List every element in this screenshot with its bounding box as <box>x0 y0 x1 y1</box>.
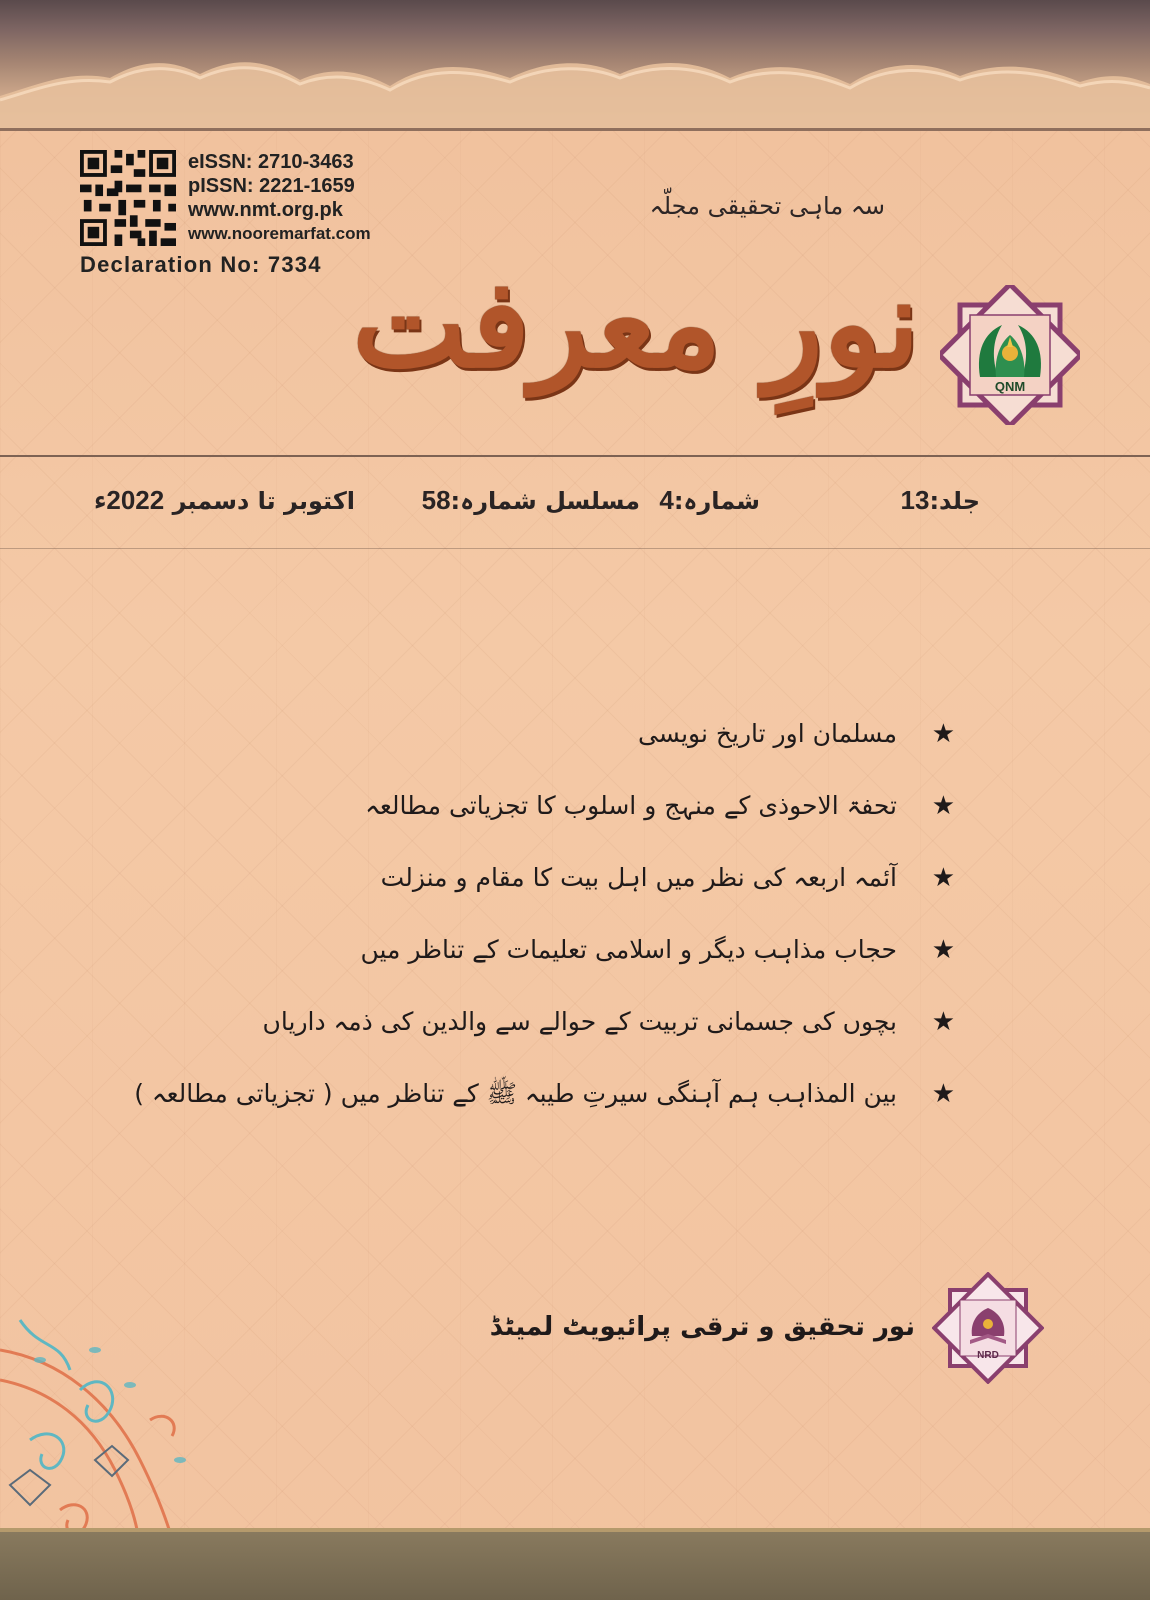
quarterly-journal-label: سہ ماہی تحقیقی مجلّہ <box>649 192 885 220</box>
qnm-logo-icon <box>940 285 1080 425</box>
star-icon: ★ <box>931 1079 955 1109</box>
issue-label: شمارہ: <box>673 487 760 515</box>
volume-info <box>901 485 980 516</box>
eissn-text: eISSN: 2710-3463 <box>188 151 354 173</box>
article-title: حجاب مذاہب دیگر و اسلامی تعلیمات کے تناظر میں <box>360 935 897 964</box>
star-icon: ★ <box>931 791 955 821</box>
star-icon: ★ <box>931 935 955 965</box>
volume-label: جلد: <box>929 487 980 515</box>
publisher-name: نور تحقیق و ترقی پرائیویٹ لمیٹڈ <box>489 1312 915 1342</box>
issue-number: 4 <box>659 485 674 515</box>
declaration-number: Declaration No: 7334 <box>80 252 322 277</box>
top-sky-band <box>0 0 1150 128</box>
article-item[interactable] <box>235 784 955 856</box>
volume-number: 13 <box>900 485 930 515</box>
article-title: مسلمان اور تاریخ نویسی <box>637 719 897 748</box>
nrd-logo-icon <box>932 1272 1044 1384</box>
pissn-text: pISSN: 2221-1659 <box>188 175 355 197</box>
website-link-1[interactable]: www.nmt.org.pk <box>188 199 343 221</box>
article-item[interactable] <box>235 1000 955 1072</box>
period-year: 2022ء <box>94 485 165 515</box>
star-icon: ★ <box>931 863 955 893</box>
top-rule <box>0 128 1150 131</box>
journal-title: نورِ معرفت <box>351 251 920 395</box>
period-info <box>94 485 355 516</box>
article-title: تحفۃ الاحوذی کے منہج و اسلوب کا تجزیاتی مطالعہ <box>365 791 897 820</box>
serial-label: مسلسل شمارہ: <box>450 487 640 515</box>
article-title: بچوں کی جسمانی تربیت کے حوالے سے والدین کی ذمہ داریاں <box>262 1007 897 1036</box>
article-list <box>134 712 955 1144</box>
title-rule <box>0 455 1150 457</box>
star-icon: ★ <box>931 1007 955 1037</box>
issue-info-row <box>0 485 1150 525</box>
nrd-logo-label: NRD <box>977 1350 999 1361</box>
article-item[interactable] <box>235 712 955 784</box>
article-item[interactable] <box>235 856 955 928</box>
period-label: اکتوبر تا دسمبر <box>172 487 355 515</box>
article-title: آئمہ اربعہ کی نظر میں اہل بیت کا مقام و منزلت <box>380 863 897 892</box>
serial-info <box>422 485 640 516</box>
serial-number: 58 <box>421 485 451 515</box>
qr-code-icon[interactable] <box>80 150 176 246</box>
star-icon: ★ <box>931 719 955 749</box>
qnm-logo-label: QNM <box>994 379 1026 394</box>
article-item[interactable] <box>134 1072 955 1144</box>
article-item[interactable] <box>235 928 955 1000</box>
identifier-block <box>188 150 371 246</box>
website-link-2[interactable]: www.nooremarfat.com <box>188 224 371 243</box>
article-title: بین المذاہب ہم آہنگی سیرتِ طیبہ ﷺ کے تناظر میں ( تجزیاتی مطالعہ ) <box>134 1079 897 1108</box>
issue-rule <box>0 548 1150 549</box>
decorative-corner-ornament <box>0 1310 230 1550</box>
issue-number-info <box>659 485 760 516</box>
bottom-bar <box>0 1528 1150 1600</box>
